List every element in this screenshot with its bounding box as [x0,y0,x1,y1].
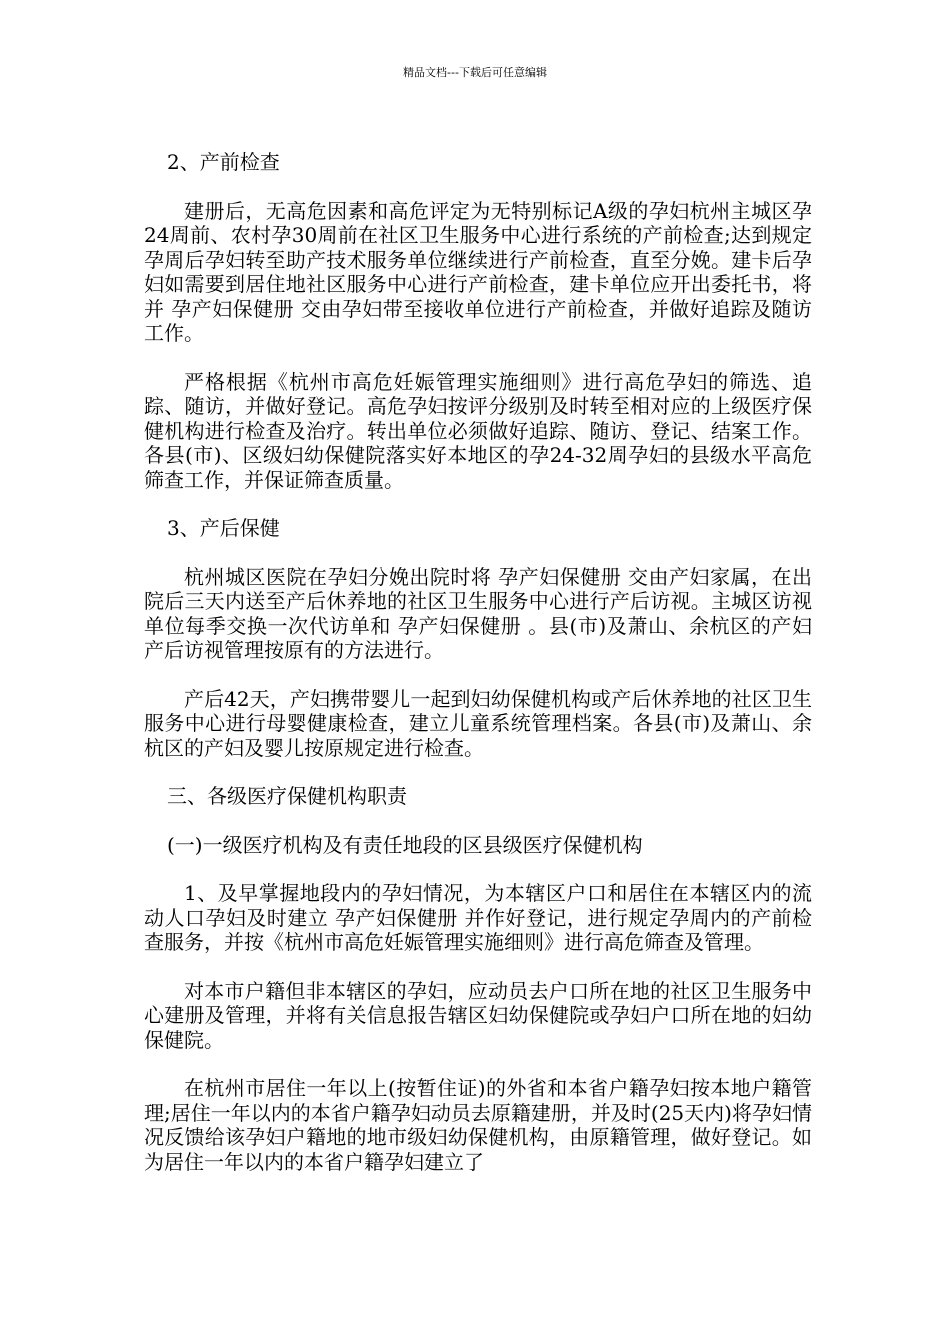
paragraph-duty-1: 1、及早掌握地段内的孕妇情况，为本辖区户口和居住在本辖区内的流动人口孕妇及时建立 孕产妇保健册 并作好登记，进行规定孕周内的产前检查服务，并按《杭州市高危妊娠管理实施细则》进行高危筛查及管理。 [144,881,812,954]
heading-postnatal-care: 3、产后保健 [167,516,280,540]
page-header-note: 精品文档---下载后可任意编辑 [403,66,547,79]
document-body [144,150,812,1198]
subheading-primary-institutions: (一)一级医疗机构及有责任地段的区县级医疗保健机构 [167,832,643,857]
paragraph-migrant-residents: 在杭州市居住一年以上(按暂住证)的外省和本省户籍孕妇按本地户籍管理;居住一年以内的本省户籍孕妇动员去原籍建册，并及时(25天内)将孕妇情况反馈给该孕妇户籍地的地市级妇幼保健机构，由原籍管理，做好登记。如为居住一年以内的本省户籍孕妇建立了 [144,1076,812,1174]
heading-institution-duties: 三、各级医疗保健机构职责 [167,784,407,808]
paragraph-42-day-check: 产后42天，产妇携带婴儿一起到妇幼保健机构或产后休养地的社区卫生服务中心进行母婴健康检查，建立儿童系统管理档案。各县(市)及萧山、余杭区的产妇及婴儿按原规定进行检查。 [144,686,812,760]
paragraph-high-risk-management: 严格根据《杭州市高危妊娠管理实施细则》进行高危孕妇的筛选、追踪、随访，并做好登记。高危孕妇按评分级别及时转至相对应的上级医疗保健机构进行检查及治疗。转出单位必须做好追踪、随访、登记、结案工作。各县(市)、区级妇幼保健院落实好本地区的孕24-32周孕妇的县级水平高危筛查工作，并保证筛查质量。 [144,369,812,492]
paragraph-non-local-residents: 对本市户籍但非本辖区的孕妇，应动员去户口所在地的社区卫生服务中心建册及管理，并将有关信息报告辖区妇幼保健院或孕妇户口所在地的妇幼保健院。 [144,978,812,1052]
heading-prenatal-check: 2、产前检查 [167,150,280,174]
paragraph-postnatal-visit: 杭州城区医院在孕妇分娩出院时将 孕产妇保健册 交由产妇家属，在出院后三天内送至产后休养地的社区卫生服务中心进行产后访视。主城区访视单位每季交换一次代访单和 孕产妇保健册 。县(市)及萧山、余杭区的产妇产后访视管理按原有的方法进行。 [144,564,812,662]
paragraph-prenatal-routine: 建册后，无高危因素和高危评定为无特别标记A级的孕妇杭州主城区孕24周前、农村孕30周前在社区卫生服务中心进行系统的产前检查;达到规定孕周后孕妇转至助产技术服务单位继续进行产前检查，直至分娩。建卡后孕妇如需要到居住地社区服务中心进行产前检查，建卡单位应开出委托书，将并 孕产妇保健册 交由孕妇带至接收单位进行产前检查，并做好追踪及随访工作。 [144,198,812,345]
